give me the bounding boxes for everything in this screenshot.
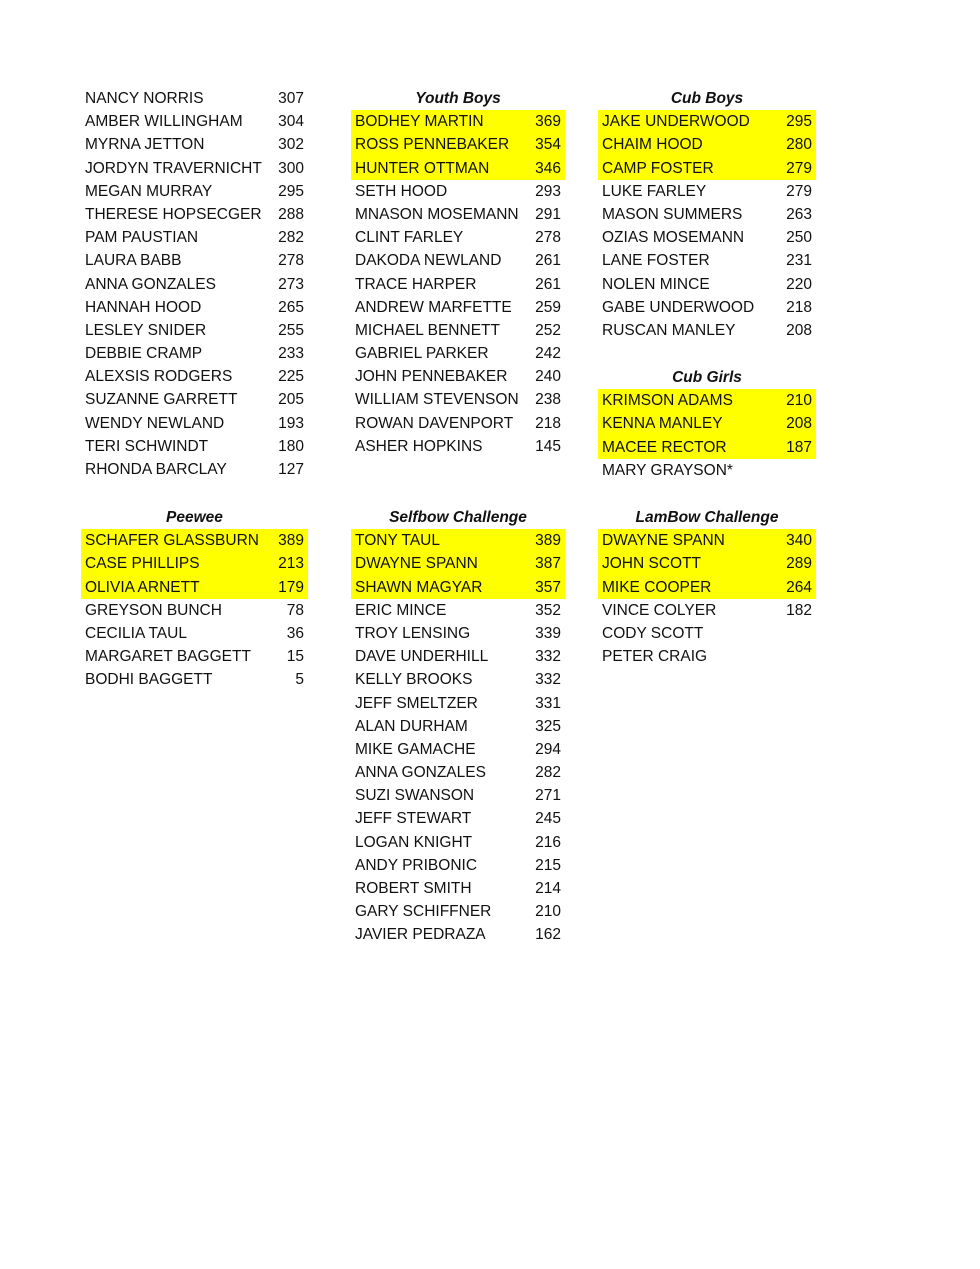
list-item-top3 <box>81 576 308 599</box>
list-item <box>351 900 565 923</box>
section-title: Cub Boys <box>670 90 744 107</box>
participant-score: 307 <box>278 90 304 107</box>
participant-name: WENDY NEWLAND <box>85 414 225 432</box>
list-item <box>351 296 565 319</box>
participant-score: 182 <box>786 601 812 619</box>
participant-name: LOGAN KNIGHT <box>355 833 473 851</box>
list-item <box>351 668 565 691</box>
list-item <box>351 249 565 272</box>
participant-score: 357 <box>535 578 561 596</box>
participant-score: 291 <box>535 205 561 223</box>
list-item <box>351 388 565 411</box>
participant-name: ALAN DURHAM <box>355 717 468 735</box>
participant-score: 208 <box>786 415 812 433</box>
participant-score: 250 <box>786 229 812 247</box>
list-item-top3 <box>598 552 816 575</box>
participant-name: ASHER HOPKINS <box>355 437 483 455</box>
participant-name: HANNAH HOOD <box>85 298 202 316</box>
participant-name: THERESE HOPSECGER <box>85 205 262 223</box>
list-item <box>351 784 565 807</box>
participant-name: MIKE GAMACHE <box>355 740 476 758</box>
participant-name: DEBBIE CRAMP <box>85 345 203 363</box>
list-item <box>351 877 565 900</box>
participant-name: HUNTER OTTMAN <box>355 159 490 177</box>
participant-score: 162 <box>535 926 561 944</box>
participant-name: ANNA GONZALES <box>85 275 216 293</box>
participant-name: SCHAFER GLASSBURN <box>85 532 259 550</box>
participant-name: JEFF STEWART <box>355 810 472 828</box>
section-selfbow-challenge <box>351 506 565 947</box>
participant-name: JOHN SCOTT <box>602 555 702 573</box>
participant-name: RUSCAN MANLEY <box>602 321 736 339</box>
list-item <box>351 599 565 622</box>
participant-score: 145 <box>535 437 561 455</box>
participant-score: 187 <box>786 438 812 456</box>
list-item <box>81 365 308 388</box>
list-item <box>598 296 816 319</box>
participant-name: JAKE UNDERWOOD <box>602 113 750 131</box>
participant-score: 369 <box>535 113 561 131</box>
participant-name: ANNA GONZALES <box>355 764 486 782</box>
list-item <box>351 831 565 854</box>
list-item <box>351 807 565 830</box>
participant-name: MARY GRAYSON* <box>602 461 733 479</box>
participant-name: OZIAS MOSEMANN <box>602 229 745 247</box>
participant-score: 252 <box>535 321 561 339</box>
list-item <box>351 761 565 784</box>
participant-score: 242 <box>535 345 561 363</box>
participant-name: JAVIER PEDRAZA <box>355 926 486 944</box>
participant-name: SUZANNE GARRETT <box>85 391 238 409</box>
participant-name: NANCY NORRIS <box>85 90 204 107</box>
participant-name: OLIVIA ARNETT <box>85 578 200 596</box>
list-item <box>351 715 565 738</box>
participant-score: 265 <box>278 298 304 316</box>
participant-score: 238 <box>535 391 561 409</box>
participant-score: 218 <box>535 414 561 432</box>
participant-score: 214 <box>535 880 561 897</box>
participant-score: 264 <box>786 578 812 596</box>
list-item-top3 <box>598 110 816 133</box>
participant-name: GABE UNDERWOOD <box>602 298 755 316</box>
participant-name: MICHAEL BENNETT <box>355 321 500 339</box>
participant-score: 180 <box>278 437 304 455</box>
participant-score: 354 <box>535 136 561 154</box>
participant-score: 293 <box>535 182 561 200</box>
participant-name: MIKE COOPER <box>602 578 712 596</box>
list-item <box>81 645 308 668</box>
participant-score: 280 <box>786 136 812 154</box>
list-item-top3 <box>351 552 565 575</box>
participant-score: 179 <box>278 578 304 596</box>
list-item-top3 <box>81 529 308 552</box>
participant-score: 231 <box>786 252 812 270</box>
participant-score: 36 <box>286 624 304 642</box>
participant-score: 331 <box>535 694 561 712</box>
list-item-top3 <box>598 389 816 412</box>
participant-name: NOLEN MINCE <box>602 275 710 293</box>
participant-name: CAMP FOSTER <box>602 159 714 177</box>
participant-name: VINCE COLYER <box>602 601 717 619</box>
participant-score: 218 <box>786 298 812 316</box>
participant-name: LANE FOSTER <box>602 252 710 270</box>
list-item <box>81 319 308 342</box>
participant-score: 210 <box>786 392 812 410</box>
list-item <box>351 203 565 226</box>
participant-name: LAURA BABB <box>85 252 182 270</box>
participant-name: ROBERT SMITH <box>355 880 472 897</box>
participant-name: WILLIAM STEVENSON <box>355 391 519 409</box>
participant-name: TRACE HARPER <box>355 275 477 293</box>
section-cub-boys <box>598 87 816 342</box>
participant-score: 332 <box>535 671 561 689</box>
participant-score: 225 <box>278 368 304 386</box>
participant-score: 5 <box>295 671 304 689</box>
participant-name: LESLEY SNIDER <box>85 321 207 339</box>
list-item-top3 <box>598 576 816 599</box>
participant-name: ALEXSIS RODGERS <box>85 368 233 386</box>
participant-score: 273 <box>278 275 304 293</box>
section-title: Selfbow Challenge <box>389 509 527 526</box>
list-item <box>81 296 308 319</box>
participant-name: JEFF SMELTZER <box>355 694 478 712</box>
participant-name: CLINT FARLEY <box>355 229 464 247</box>
participant-name: DWAYNE SPANN <box>602 532 725 550</box>
participant-name: KRIMSON ADAMS <box>602 392 733 410</box>
participant-score: 289 <box>786 555 812 573</box>
section-youth-boys <box>351 87 565 458</box>
list-item <box>351 738 565 761</box>
participant-score: 259 <box>535 298 561 316</box>
list-item <box>598 249 816 272</box>
participant-name: CECILIA TAUL <box>85 624 187 642</box>
participant-score: 340 <box>786 532 812 550</box>
participant-score: 346 <box>535 159 561 177</box>
participant-score: 389 <box>278 532 304 550</box>
participant-score: 240 <box>535 368 561 386</box>
list-item <box>598 180 816 203</box>
list-item <box>81 435 308 458</box>
list-item <box>598 459 816 482</box>
list-item <box>81 388 308 411</box>
list-item <box>81 273 308 296</box>
list-item <box>81 622 308 645</box>
list-item <box>81 342 308 365</box>
list-item <box>598 273 816 296</box>
list-item-top3 <box>598 436 816 459</box>
section-title: LamBow Challenge <box>635 509 779 526</box>
list-item <box>598 645 816 668</box>
participant-name: TONY TAUL <box>355 532 440 550</box>
participant-score: 271 <box>535 787 561 805</box>
participant-score: 205 <box>278 391 304 409</box>
participant-name: GREYSON BUNCH <box>85 601 222 619</box>
participant-score: 263 <box>786 205 812 223</box>
list-item-top3 <box>81 552 308 575</box>
participant-score: 78 <box>286 601 304 619</box>
participant-name: MYRNA JETTON <box>85 136 205 154</box>
list-item <box>351 226 565 249</box>
section-title: Youth Boys <box>415 90 501 107</box>
list-item <box>598 226 816 249</box>
list-item <box>598 622 816 645</box>
list-item <box>81 599 308 622</box>
participant-score: 127 <box>278 461 304 478</box>
participant-name: SETH HOOD <box>355 182 448 200</box>
list-item-top3 <box>351 157 565 180</box>
participant-score: 288 <box>278 205 304 223</box>
list-item <box>81 668 308 691</box>
participant-score: 304 <box>278 113 304 131</box>
participant-score: 302 <box>278 136 304 154</box>
list-item-top3 <box>598 157 816 180</box>
section-lambow-challenge <box>598 506 816 668</box>
participant-name: DAKODA NEWLAND <box>355 252 502 270</box>
list-item-top3 <box>351 110 565 133</box>
participant-score: 215 <box>535 856 561 874</box>
participant-score: 213 <box>278 555 304 573</box>
list-item-top3 <box>351 576 565 599</box>
list-item <box>351 854 565 877</box>
participant-name: ROWAN DAVENPORT <box>355 414 514 432</box>
list-item-top3 <box>351 529 565 552</box>
participant-score: 261 <box>535 252 561 270</box>
participant-score: 193 <box>278 414 304 432</box>
list-item <box>598 203 816 226</box>
participant-name: LUKE FARLEY <box>602 182 707 200</box>
participant-score: 332 <box>535 648 561 666</box>
participant-name: GABRIEL PARKER <box>355 345 489 363</box>
participant-name: SUZI SWANSON <box>355 787 475 805</box>
list-item <box>351 435 565 458</box>
participant-score: 389 <box>535 532 561 550</box>
participant-score: 278 <box>535 229 561 247</box>
participant-name: PAM PAUSTIAN <box>85 229 199 247</box>
participant-score: 261 <box>535 275 561 293</box>
participant-score: 210 <box>535 903 561 921</box>
participant-name: TROY LENSING <box>355 624 471 642</box>
list-item <box>351 180 565 203</box>
participant-name: CASE PHILLIPS <box>85 555 200 573</box>
participant-name: GARY SCHIFFNER <box>355 903 492 921</box>
participant-name: CODY SCOTT <box>602 624 704 642</box>
participant-name: BODHEY MARTIN <box>355 113 484 131</box>
participant-name: MACEE RECTOR <box>602 438 727 456</box>
participant-score: 216 <box>535 833 561 851</box>
participant-score: 294 <box>535 740 561 758</box>
participant-name: CHAIM HOOD <box>602 136 703 154</box>
list-item <box>598 319 816 342</box>
participant-score: 279 <box>786 159 812 177</box>
list-item <box>351 273 565 296</box>
list-item <box>598 599 816 622</box>
participant-name: ROSS PENNEBAKER <box>355 136 510 154</box>
participant-score: 220 <box>786 275 812 293</box>
list-item <box>81 226 308 249</box>
participant-score: 278 <box>278 252 304 270</box>
section-women <box>81 87 308 481</box>
list-item-top3 <box>598 133 816 156</box>
list-item-top3 <box>598 412 816 435</box>
participant-name: MEGAN MURRAY <box>85 182 213 200</box>
participant-name: ANDREW MARFETTE <box>355 298 512 316</box>
participant-name: PETER CRAIG <box>602 648 708 666</box>
list-item <box>81 249 308 272</box>
list-item <box>351 923 565 946</box>
section-peewee <box>81 506 308 692</box>
list-item <box>351 622 565 645</box>
participant-score: 339 <box>535 624 561 642</box>
participant-score: 295 <box>786 113 812 131</box>
list-item <box>81 458 308 481</box>
participant-score: 387 <box>535 555 561 573</box>
section-cub-girls <box>598 366 816 482</box>
participant-score: 282 <box>535 764 561 782</box>
participant-score: 279 <box>786 182 812 200</box>
participant-score: 208 <box>786 321 812 339</box>
section-title: Peewee <box>166 509 223 526</box>
participant-name: TERI SCHWINDT <box>85 437 209 455</box>
participant-score: 325 <box>535 717 561 735</box>
list-item <box>351 319 565 342</box>
list-item <box>351 412 565 435</box>
list-item <box>81 87 308 110</box>
participant-name: JORDYN TRAVERNICHT <box>85 159 262 177</box>
participant-name: DAVE UNDERHILL <box>355 648 489 666</box>
participant-name: MNASON MOSEMANN <box>355 205 519 223</box>
participant-name: KELLY BROOKS <box>355 671 473 689</box>
participant-score: 282 <box>278 229 304 247</box>
participant-score: 245 <box>535 810 561 828</box>
participant-name: RHONDA BARCLAY <box>85 461 227 478</box>
participant-score: 295 <box>278 182 304 200</box>
participant-name: BODHI BAGGETT <box>85 671 213 689</box>
participant-name: KENNA MANLEY <box>602 415 723 433</box>
participant-score: 233 <box>278 345 304 363</box>
participant-name: ERIC MINCE <box>355 601 447 619</box>
list-item-top3 <box>351 133 565 156</box>
list-item <box>81 133 308 156</box>
participant-name: SHAWN MAGYAR <box>355 578 483 596</box>
participant-name: ANDY PRIBONIC <box>355 856 478 874</box>
list-item-top3 <box>598 529 816 552</box>
participant-name: DWAYNE SPANN <box>355 555 478 573</box>
list-item <box>81 203 308 226</box>
participant-score: 352 <box>535 601 561 619</box>
participant-name: JOHN PENNEBAKER <box>355 368 508 386</box>
participant-name: AMBER WILLINGHAM <box>85 113 243 131</box>
list-item <box>81 412 308 435</box>
list-item <box>351 645 565 668</box>
list-item <box>351 692 565 715</box>
list-item <box>351 342 565 365</box>
list-item <box>351 365 565 388</box>
participant-name: MARGARET BAGGETT <box>85 648 251 666</box>
list-item <box>81 157 308 180</box>
participant-name: MASON SUMMERS <box>602 205 743 223</box>
list-item <box>81 110 308 133</box>
participant-score: 300 <box>278 159 304 177</box>
section-title: Cub Girls <box>672 369 742 386</box>
list-item <box>81 180 308 203</box>
participant-score: 15 <box>286 648 304 666</box>
participant-score: 255 <box>278 321 304 339</box>
